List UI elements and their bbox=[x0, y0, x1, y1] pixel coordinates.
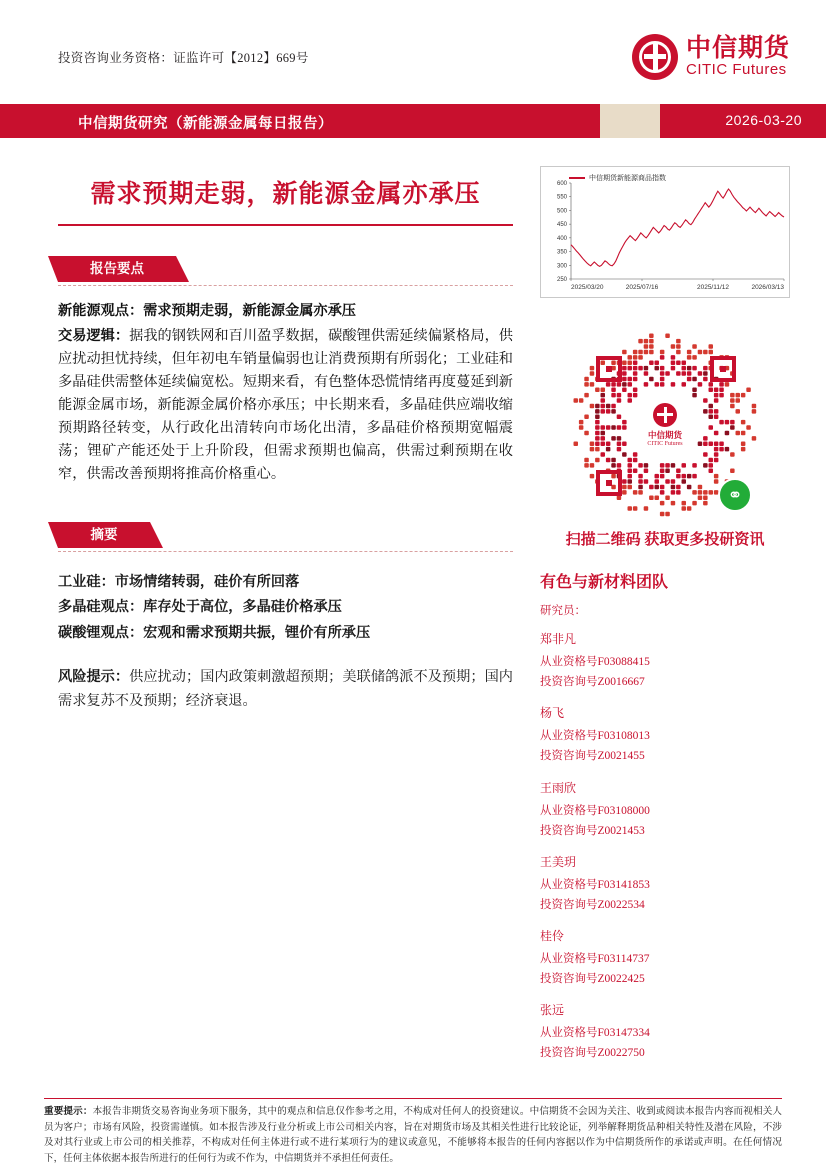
viewpoint-text: 需求预期走弱，新能源金属亦承压 bbox=[143, 303, 356, 319]
risk-text: 供应扰动；国内政策刺激超预期；美联储鸽派不及预期；国内需求复苏不及预期；经济衰退。 bbox=[58, 668, 513, 709]
highlights-tag-underline bbox=[58, 285, 513, 286]
researcher-license: 从业资格号F03108013 bbox=[540, 730, 650, 743]
qr-center-en: CITIC Futures bbox=[647, 441, 683, 447]
report-banner bbox=[0, 104, 826, 138]
banner-title: 中信期货研究（新能源金属每日报告） bbox=[78, 116, 333, 132]
risk-label: 风险提示： bbox=[58, 668, 130, 685]
svg-text:250: 250 bbox=[556, 277, 567, 283]
researcher-consulting: 投资咨询号Z0022425 bbox=[540, 973, 645, 986]
qualification-text: 投资咨询业务资格：证监许可【2012】669号 bbox=[58, 51, 309, 65]
highlights-tag-label: 报告要点 bbox=[90, 261, 144, 276]
summary-text-2: 宏观和需求预期共振，锂价有所承压 bbox=[143, 624, 371, 641]
list-item bbox=[58, 570, 513, 595]
summary-label-1: 多晶硅观点： bbox=[58, 599, 144, 616]
legend-label: 中信期货新能源商品指数 bbox=[589, 175, 666, 182]
qr-caption: 扫描二维码 获取更多投研资讯 bbox=[565, 532, 765, 548]
researcher-name: 郑非凡 bbox=[540, 632, 577, 646]
researcher-name: 桂伶 bbox=[540, 929, 565, 943]
qr-center-cn: 中信期货 bbox=[647, 430, 682, 440]
page-header bbox=[58, 35, 802, 80]
list-item bbox=[58, 595, 513, 620]
list-item bbox=[58, 621, 513, 646]
list-item bbox=[540, 630, 790, 692]
wechat-badge-icon: ⚭ bbox=[718, 478, 752, 512]
svg-text:450: 450 bbox=[556, 222, 567, 229]
risk-notice bbox=[58, 666, 513, 714]
qr-center-logo bbox=[632, 392, 698, 458]
researcher-name: 王美玥 bbox=[540, 854, 577, 869]
list-item bbox=[540, 853, 790, 915]
footer-disclaimer bbox=[44, 1104, 782, 1166]
summary-tag-underline bbox=[58, 551, 513, 552]
citic-logo-icon bbox=[632, 34, 678, 80]
researcher-license: 从业资格号F03108000 bbox=[540, 804, 650, 817]
researcher-consulting: 投资咨询号Z0016667 bbox=[540, 676, 645, 689]
page-title: 需求预期走弱，新能源金属亦承压 bbox=[90, 181, 481, 208]
svg-text:350: 350 bbox=[556, 249, 567, 256]
svg-text:2025/11/12: 2025/11/12 bbox=[696, 284, 730, 291]
logo-text-en: CITIC Futures bbox=[685, 61, 787, 79]
researcher-consulting: 投资咨询号Z0021453 bbox=[540, 824, 645, 837]
summary-label-0: 工业硅： bbox=[58, 574, 115, 590]
footer-label: 重要提示： bbox=[44, 1106, 93, 1117]
researcher-license: 从业资格号F03141853 bbox=[540, 878, 650, 891]
index-chart bbox=[540, 166, 790, 298]
researcher-consulting: 投资咨询号Z0022534 bbox=[540, 898, 645, 911]
svg-text:2025/07/16: 2025/07/16 bbox=[625, 284, 659, 291]
logic-text: 据我的钢铁网和百川盈孚数据，碳酸锂供需延续偏紧格局，供应扰动担忧持续，但年初电车销量偏弱也让消费预期有所弱化；工业硅和多晶硅供需整体延续偏宽松。短期来看，有色整体恐慌情绪再度蔓延到新能源金属市场，新能源金属价格亦承压；中长期来看，多晶硅供应端收缩预期路径转变，从行政化出清转向市场化出清，多晶硅价格预期宽幅震荡；锂矿产能还处于上升阶段，但需求预期也偏高，供需过剩预期在收窄，供需改善预期将推高价格重心。 bbox=[58, 328, 513, 482]
title-divider bbox=[58, 224, 513, 226]
svg-text:600: 600 bbox=[556, 181, 567, 187]
svg-text:2025/03/20: 2025/03/20 bbox=[571, 284, 604, 291]
summary-label-2: 碳酸锂观点： bbox=[58, 624, 144, 641]
summary-text-1: 库存处于高位，多晶硅价格承压 bbox=[143, 599, 342, 616]
researcher-label: 研究员： bbox=[540, 605, 586, 617]
svg-text:500: 500 bbox=[556, 208, 567, 215]
list-item bbox=[540, 779, 790, 841]
footer-divider bbox=[44, 1098, 782, 1099]
researcher-license: 从业资格号F03088415 bbox=[540, 656, 650, 668]
researcher-name: 杨飞 bbox=[540, 706, 565, 721]
summary-text-0: 市场情绪转弱，硅价有所回落 bbox=[114, 574, 300, 590]
summary-tag-label: 摘要 bbox=[90, 527, 118, 542]
main-content bbox=[58, 160, 513, 714]
list-item bbox=[540, 704, 790, 766]
svg-text:300: 300 bbox=[556, 263, 567, 270]
svg-text:2026/03/13: 2026/03/13 bbox=[751, 284, 784, 291]
svg-text:400: 400 bbox=[556, 235, 567, 242]
researcher-consulting: 投资咨询号Z0022750 bbox=[540, 1047, 645, 1060]
list-item bbox=[540, 1001, 790, 1063]
highlights-tag bbox=[58, 256, 193, 282]
qr-code[interactable] bbox=[572, 332, 758, 518]
chart-svg bbox=[541, 167, 791, 299]
team-title: 有色与新材料团队 bbox=[540, 574, 669, 591]
researcher-name: 张远 bbox=[540, 1003, 565, 1018]
footer-text: 本报告非期货交易咨询业务项下服务，其中的观点和信息仅作参考之用，不构成对任何人的投资建议。中信期货不会因为关注、收到或阅读本报告内容而视相关人员为客户；市场有风险，投资需谨慎。如本报告涉及行业分析或上市公司相关内容，旨在对期货市场及其相关性进行比较论证，列举解释期货品种相关特性及潜在风险，不涉及对其行业或上市公司的相关推荐，不构成对任何主体进行或不进行某项行为的建议或意见，不能够将本报告的任何内容据以作为中信期货所作的承诺或声明。在任何情况下，任何主体依据本报告所进行的任何行为或不作为，中信期货并不承担任何责任。 bbox=[44, 1106, 782, 1164]
qr-code-wrapper bbox=[540, 332, 790, 518]
researcher-name: 王雨欣 bbox=[540, 780, 577, 795]
logic-label: 交易逻辑： bbox=[58, 328, 130, 344]
list-item bbox=[540, 927, 790, 989]
summary-tag bbox=[58, 522, 193, 548]
viewpoint-label: 新能源观点： bbox=[58, 303, 144, 319]
summary-list bbox=[58, 570, 513, 646]
svg-text:550: 550 bbox=[556, 194, 567, 201]
researcher-license: 从业资格号F03147334 bbox=[540, 1027, 650, 1040]
researcher-license: 从业资格号F03114737 bbox=[540, 953, 650, 965]
logo-text-cn: 中信期货 bbox=[685, 35, 790, 62]
sidebar bbox=[540, 166, 790, 1064]
researcher-consulting: 投资咨询号Z0021455 bbox=[540, 750, 645, 763]
highlights-body bbox=[58, 300, 513, 486]
banner-date: 2026-03-20 bbox=[725, 112, 802, 128]
company-logo bbox=[632, 34, 790, 80]
